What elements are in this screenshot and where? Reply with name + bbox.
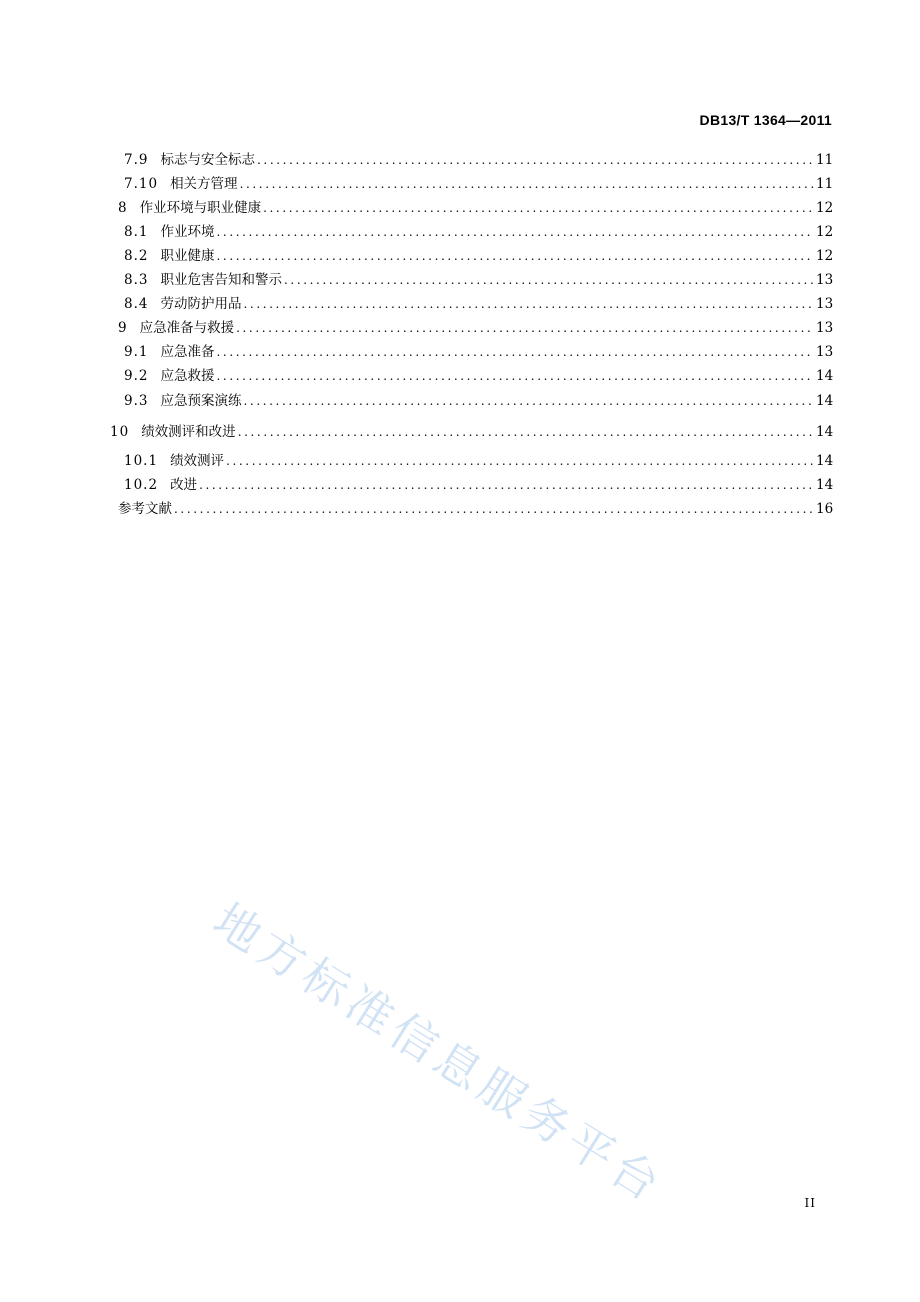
toc-entry[interactable] <box>124 222 832 242</box>
toc-entry-number: 8.3 <box>124 272 149 288</box>
toc-entry[interactable] <box>124 150 832 170</box>
toc-entry-page: 16 <box>816 501 834 517</box>
toc-entry[interactable] <box>124 294 832 314</box>
toc-entry-title: 相关方管理 <box>170 176 238 192</box>
toc-entry-page: 13 <box>816 296 834 312</box>
toc-entry[interactable] <box>124 475 832 495</box>
toc-entry-number: 10.2 <box>124 477 159 493</box>
toc-entry[interactable] <box>124 366 832 386</box>
toc-entry[interactable] <box>124 174 832 194</box>
toc-entry-title: 应急救援 <box>160 368 215 384</box>
toc-entry[interactable] <box>124 342 832 362</box>
toc-entry-title: 职业健康 <box>160 248 215 264</box>
toc-entry-number: 8.2 <box>124 248 149 264</box>
toc-entry-number: 8.1 <box>124 224 149 240</box>
toc-entry-number: 8.4 <box>124 296 149 312</box>
toc-entry-number: 9 <box>118 320 128 336</box>
toc-entry-number: 7.10 <box>124 176 159 192</box>
toc-entry-page: 11 <box>816 176 834 192</box>
toc-entry[interactable] <box>124 246 832 266</box>
toc-leader-dots <box>216 222 814 242</box>
toc-entry-number: 9.2 <box>124 368 149 384</box>
toc-entry-page: 11 <box>816 152 834 168</box>
toc-entry[interactable] <box>118 198 832 218</box>
toc-entry-title: 绩效测评和改进 <box>141 424 236 440</box>
toc-entry-title: 改进 <box>170 477 198 493</box>
toc-entry-title: 参考文献 <box>118 501 172 517</box>
toc-entry-number: 8 <box>118 200 128 216</box>
toc-entry-page: 14 <box>816 424 834 440</box>
toc-entry-title: 职业危害告知和警示 <box>160 272 282 288</box>
toc-entry-title: 应急准备与救援 <box>139 320 235 336</box>
toc-entry-title: 作业环境与职业健康 <box>139 200 262 216</box>
toc-entry-title: 应急准备 <box>160 344 215 360</box>
toc-entry-number: 10 <box>110 424 130 440</box>
toc-leader-dots <box>174 499 814 519</box>
toc-entry-number: 10.1 <box>124 453 159 469</box>
toc-leader-dots <box>226 451 814 471</box>
toc-entry[interactable] <box>110 422 832 442</box>
toc-entry-number: 9.1 <box>124 344 149 360</box>
toc-leader-dots <box>257 150 814 170</box>
toc-leader-dots <box>216 366 814 386</box>
toc-entry[interactable] <box>124 270 832 290</box>
toc-entry-number: 9.3 <box>124 393 149 409</box>
toc-entry-page: 14 <box>816 393 834 409</box>
toc-leader-dots <box>236 318 814 338</box>
toc-entry-title: 劳动防护用品 <box>160 296 242 312</box>
toc-entry-page: 14 <box>816 453 834 469</box>
toc-leader-dots <box>240 174 814 194</box>
watermark-text: 地方标准信息服务平台 <box>204 892 674 1214</box>
toc-entry[interactable] <box>118 318 832 338</box>
toc-leader-dots <box>243 391 814 411</box>
toc-leader-dots <box>243 294 814 314</box>
toc-entry-title: 绩效测评 <box>170 453 225 469</box>
toc-entry-number: 7.9 <box>124 152 149 168</box>
toc-entry[interactable] <box>124 391 832 411</box>
page-number: II <box>804 1196 816 1210</box>
toc-leader-dots <box>263 198 814 218</box>
toc-entry-page: 14 <box>816 477 834 493</box>
toc-leader-dots <box>199 475 814 495</box>
toc-entry-page: 12 <box>816 248 834 264</box>
toc-entry-title: 作业环境 <box>160 224 215 240</box>
toc-entry-title: 标志与安全标志 <box>160 152 255 168</box>
toc-entry-page: 12 <box>816 200 834 216</box>
toc-leader-dots <box>284 270 814 290</box>
toc-entry-page: 13 <box>816 320 834 336</box>
toc-entry-page: 12 <box>816 224 834 240</box>
toc-entry[interactable] <box>124 451 832 471</box>
toc-entry-page: 13 <box>816 344 834 360</box>
toc-entry-page: 13 <box>816 272 834 288</box>
toc-entry[interactable] <box>118 499 832 519</box>
toc-entry-title: 应急预案演练 <box>160 393 242 409</box>
toc-entry-page: 14 <box>816 368 834 384</box>
toc-leader-dots <box>238 422 814 442</box>
document-code: DB13/T 1364—2011 <box>699 112 832 128</box>
toc-leader-dots <box>216 342 814 362</box>
toc-leader-dots <box>216 246 814 266</box>
